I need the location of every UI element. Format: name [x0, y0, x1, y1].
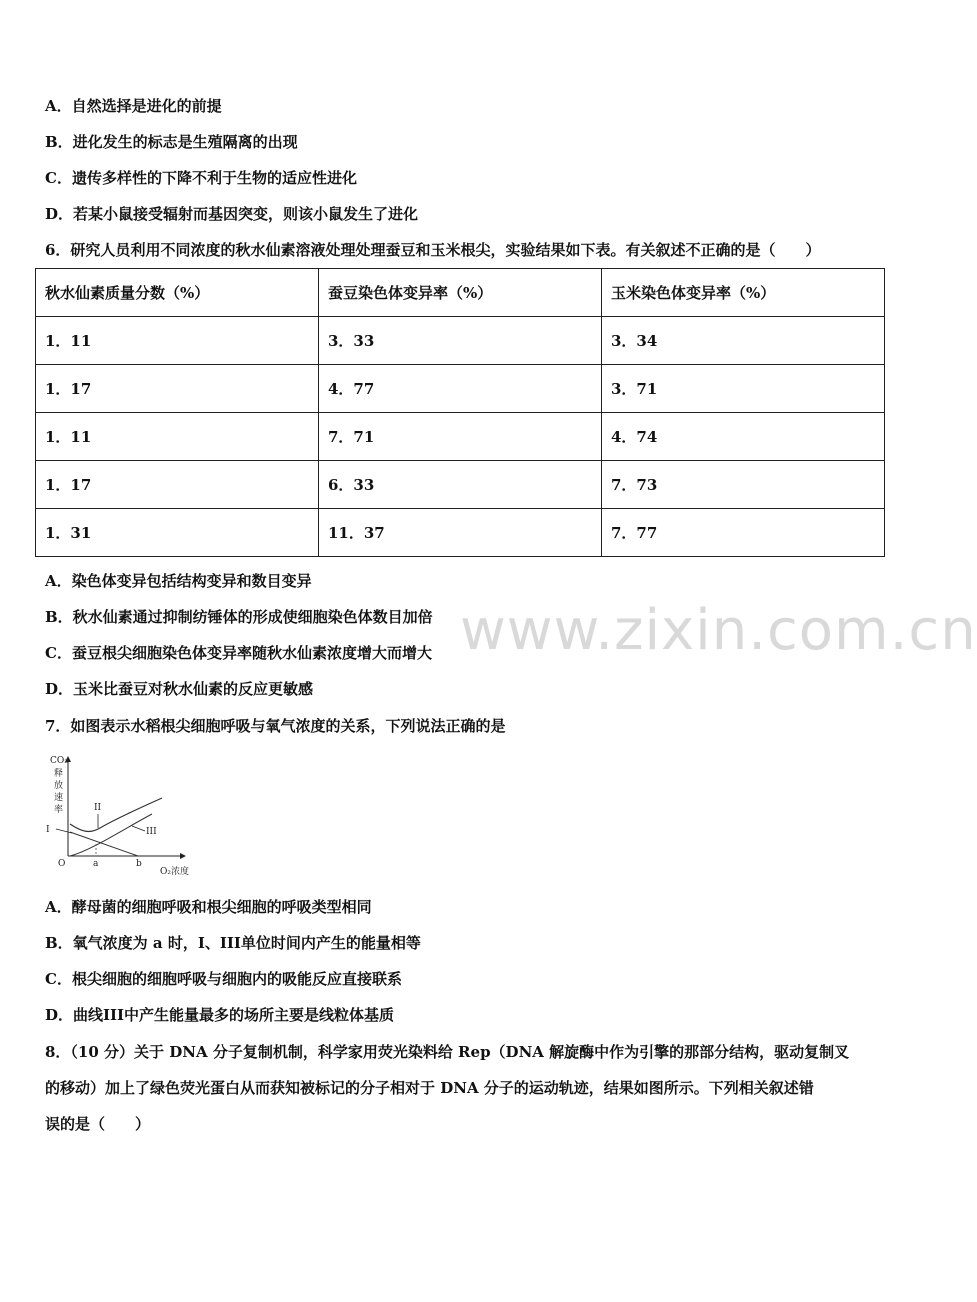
q8-stem-line: 误的是（ ） — [45, 1115, 151, 1133]
q7-option-c: C．根尖细胞的细胞呼吸与细胞内的吸能反应直接联系 — [45, 970, 402, 988]
q6-option-d: D．玉米比蚕豆对秋水仙素的反应更敏感 — [45, 680, 314, 698]
curve-aerobic — [70, 814, 152, 856]
table-cell: 7．71 — [319, 413, 602, 461]
table-row — [36, 413, 885, 461]
q7-option-b: B．氧气浓度为 a 时，I、III单位时间内产生的能量相等 — [45, 934, 421, 952]
q7-stem: 7．如图表示水稻根尖细胞呼吸与氧气浓度的关系，下列说法正确的是 — [45, 717, 506, 735]
table-cell: 11．37 — [319, 509, 602, 557]
q6-stem: 6．研究人员利用不同浓度的秋水仙素溶液处理处理蚕豆和玉米根尖，实验结果如下表。有关叙述不正确的是（ ） — [45, 241, 821, 259]
table-header-cell: 玉米染色体变异率（%） — [602, 269, 885, 317]
table-header-cell: 秋水仙素质量分数（%） — [36, 269, 319, 317]
table-cell: 6．33 — [319, 461, 602, 509]
table-row — [36, 365, 885, 413]
table-cell: 3．33 — [319, 317, 602, 365]
table-row — [36, 317, 885, 365]
y-label-char: 速 — [54, 793, 64, 803]
table-row — [36, 509, 885, 557]
table-header-cell: 蚕豆染色体变异率（%） — [319, 269, 602, 317]
y-label-char: 释 — [54, 769, 64, 779]
table-cell: 7．77 — [602, 509, 885, 557]
curve-label-i: I — [46, 825, 50, 835]
x-axis-arrow — [180, 853, 186, 859]
respiration-graph — [42, 752, 192, 880]
q6-option-b: B．秋水仙素通过抑制纺锤体的形成使细胞染色体数目加倍 — [45, 608, 433, 626]
curve-iii-arrow — [132, 826, 145, 831]
y-label-char: 放 — [54, 781, 64, 791]
q8-stem-line: 的移动）加上了绿色荧光蛋白从而获知被标记的分子相对于 DNA 分子的运动轨迹，结果如图所示。下列相关叙述错 — [45, 1079, 814, 1097]
q5-option-d: D．若某小鼠接受辐射而基因突变，则该小鼠发生了进化 — [45, 205, 419, 223]
table-cell: 4．74 — [602, 413, 885, 461]
q6-option-a: A．染色体变异包括结构变异和数目变异 — [45, 572, 312, 590]
q6-data-table — [35, 268, 885, 557]
table-cell: 1．11 — [36, 317, 319, 365]
table-cell: 1．17 — [36, 461, 319, 509]
table-cell: 4．77 — [319, 365, 602, 413]
table-cell: 1．17 — [36, 365, 319, 413]
table-header-row — [36, 269, 885, 317]
q5-option-c: C．遗传多样性的下降不利于生物的适应性进化 — [45, 169, 357, 187]
y-label-char: 率 — [54, 805, 64, 815]
tick-label-a: a — [93, 859, 99, 869]
q7-option-a: A．酵母菌的细胞呼吸和根尖细胞的呼吸类型相同 — [45, 898, 372, 916]
origin-label: O — [58, 859, 66, 869]
curve-label-iii: III — [146, 827, 157, 837]
x-axis-label: O₂浓度 — [160, 867, 189, 877]
table-cell: 3．71 — [602, 365, 885, 413]
table-cell: 1．11 — [36, 413, 319, 461]
q8-stem-line: 8．（10 分）关于 DNA 分子复制机制，科学家用荧光染料给 Rep（DNA 解旋酶中作为引擎的那部分结构，驱动复制叉 — [45, 1043, 850, 1061]
curve-label-ii: II — [94, 803, 102, 813]
table-cell: 3．34 — [602, 317, 885, 365]
table-cell: 1．31 — [36, 509, 319, 557]
watermark: www.zixin.com.cn — [460, 598, 977, 663]
curve-i-arrow — [56, 829, 72, 833]
tick-label-b: b — [136, 859, 142, 869]
q5-option-b: B．进化发生的标志是生殖隔离的出现 — [45, 133, 298, 151]
y-label-top: CO₂ — [50, 756, 68, 766]
table-cell: 7．73 — [602, 461, 885, 509]
q6-option-c: C．蚕豆根尖细胞染色体变异率随秋水仙素浓度增大而增大 — [45, 644, 432, 662]
q7-option-d: D．曲线III中产生能量最多的场所主要是线粒体基质 — [45, 1006, 395, 1024]
table-row — [36, 461, 885, 509]
q5-option-a: A．自然选择是进化的前提 — [45, 97, 222, 115]
